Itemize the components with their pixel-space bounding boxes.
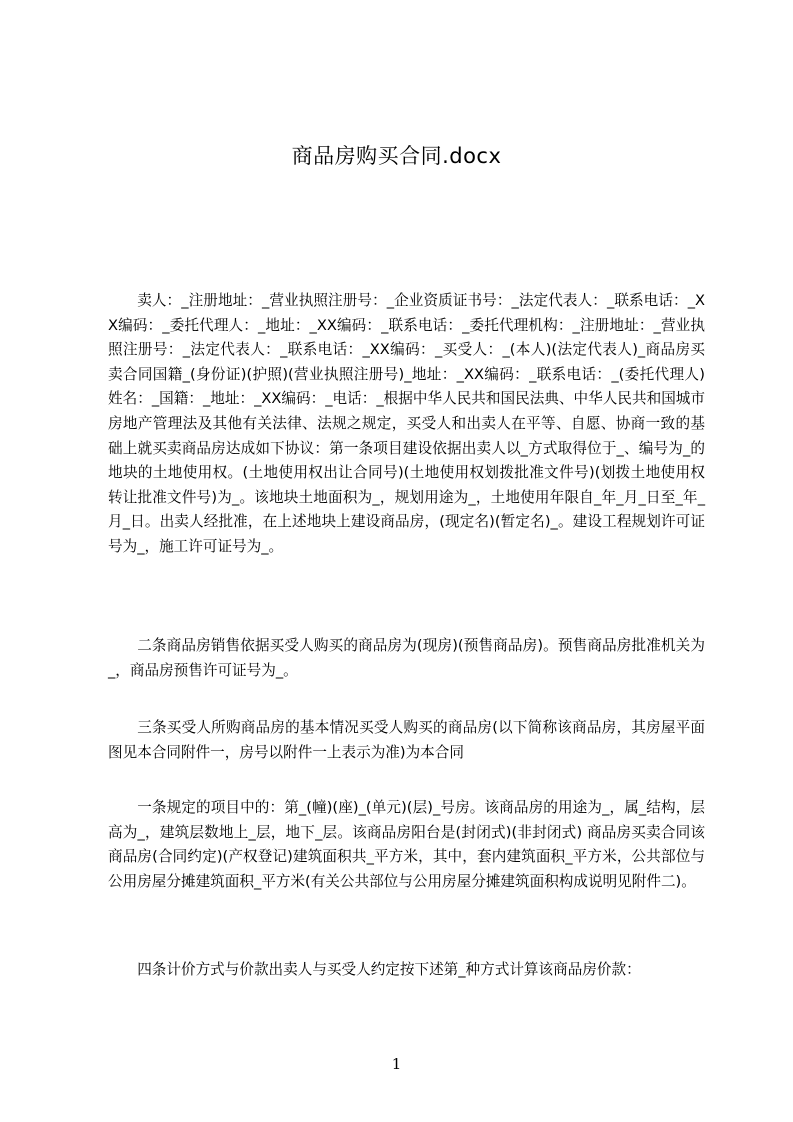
paragraph-article-three-continued: 一条规定的项目中的：第_(幢)(座)_(单元)(层)_号房。该商品房的用途为_，属_结构，层高为_，建筑层数地上_层，地下_层。该商品房阳台是(封闭式)(非封闭式) 商品房买卖合同该商品房(合同约定)(产权登记)建筑面积共_平方米，其中，套内建筑面积_平方米，公共部位与公用房屋分摊建筑面积_平方米(有关公共部位与公用房屋分摊建筑面积构成说明见附件二)。 — [108, 799, 705, 890]
paragraph-article-three: 三条买受人所购商品房的基本情况买受人购买的商品房(以下简称该商品房，其房屋平面图见本合同附件一，房号以附件一上表示为准)为本合同 — [108, 719, 705, 761]
paragraph-parties-and-article-one: 卖人：_注册地址：_营业执照注册号：_企业资质证书号：_法定代表人：_联系电话：_XX编码：_委托代理人：_地址：_XX编码：_联系电话：_委托代理机构：_注册地址：_营业执照注册号：_法定代表人：_联系电话：_XX编码：_买受人：_(本人)(法定代表人)_商品房买卖合同国籍_(身份证)(护照)(营业执照注册号)_地址：_XX编码：_联系电话：_(委托代理人)姓名：_国籍：_地址：_XX编码：_电话：_根据中华人民共和国民法典、中华人民共和国城市房地产管理法及其他有关法律、法规之规定，买受人和出卖人在平等、自愿、协商一致的基础上就买卖商品房达成如下协议：第一条项目建设依据出卖人以_方式取得位于_、编号为_的地块的土地使用权。(土地使用权出让合同号)(土地使用权划拨批准文件号)(划拨土地使用权转让批准文件号)为_。该地块土地面积为_，规划用途为_，土地使用年限自_年_月_日至_年_月_日。出卖人经批准，在上述地块上建设商品房，(现定名)(暂定名)_。建设工程规划许可证号为_，施工许可证号为_。 — [108, 292, 705, 555]
paragraph-article-four: 四条计价方式与价款出卖人与买受人约定按下述第_种方式计算该商品房价款： — [137, 961, 641, 978]
page-number: 1 — [391, 1055, 402, 1073]
paragraph-article-two: 二条商品房销售依据买受人购买的商品房为(现房)(预售商品房)。预售商品房批准机关为_，商品房预售许可证号为_。 — [108, 637, 705, 679]
document-title: 商品房购买合同.docx — [291, 144, 502, 168]
